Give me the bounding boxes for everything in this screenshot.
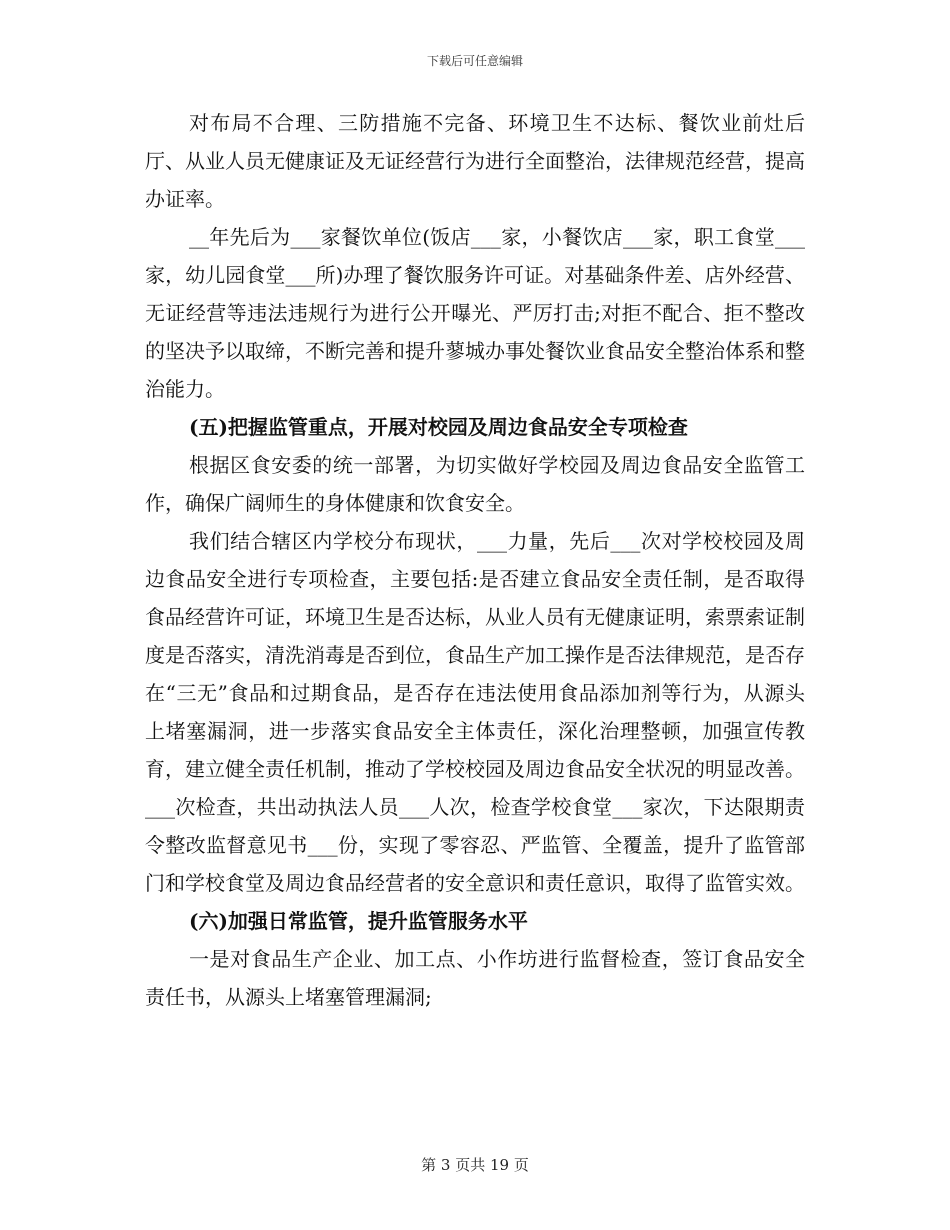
page-footer: 第 3 页共 19 页 — [421, 1156, 529, 1174]
paragraph-daily-supervision: 一是对食品生产企业、加工点、小作坊进行监督检查，签订食品安全责任书，从源头上堵塞管理漏洞; — [145, 947, 805, 1009]
document-body — [145, 104, 805, 1016]
section-heading-5: (五)把握监管重点，开展对校园及周边食品安全专项检查 — [189, 415, 688, 439]
paragraph-school-inspection: 我们结合辖区内学校分布现状，___力量，先后___次对学校校园及周边食品安全进行专项检查，主要包括:是否建立食品安全责任制，是否取得食品经营许可证，环境卫生是否达标，从业人员有无健康证明，索票索证制度是否落实，清洗消毒是否到位，食品生产加工操作是否法律规范，是否存在“三无”食品和过期食品，是否存在违法使用食品添加剂等行为，从源头上堵塞漏洞，进一步落实食品安全主体责任，深化治理整顿，加强宣传教育，建立健全责任机制，推动了学校校园及周边食品安全状况的明显改善。___次检查，共出动执法人员___人次，检查学校食堂___家次，下达限期责令整改监督意见书___份，实现了零容忍、严监管、全覆盖，提升了监管部门和学校食堂及周边食品经营者的安全意识和责任意识，取得了监管实效。 — [145, 529, 805, 895]
paragraph-deployment: 根据区食安委的统一部署，为切实做好学校园及周边食品安全监管工作，确保广阔师生的身体健康和饮食安全。 — [145, 453, 805, 515]
section-heading-6: (六)加强日常监管，提升监管服务水平 — [189, 909, 528, 933]
paragraph-licensing: __年先后为___家餐饮单位(饭店___家，小餐饮店___家，职工食堂___家，幼儿园食堂___所)办理了餐饮服务许可证。对基础条件差、店外经营、无证经营等违法违规行为进行公开曝光、严厉打击;对拒不配合、拒不整改的坚决予以取缔，不断完善和提升蓼城办事处餐饮业食品安全整治体系和整治能力。 — [145, 225, 805, 401]
page-header: 下载后可任意编辑 — [426, 54, 523, 68]
paragraph-rectification: 对布局不合理、三防措施不完备、环境卫生不达标、餐饮业前灶后厅、从业人员无健康证及无证经营行为进行全面整治，法律规范经营，提高办证率。 — [145, 111, 805, 211]
